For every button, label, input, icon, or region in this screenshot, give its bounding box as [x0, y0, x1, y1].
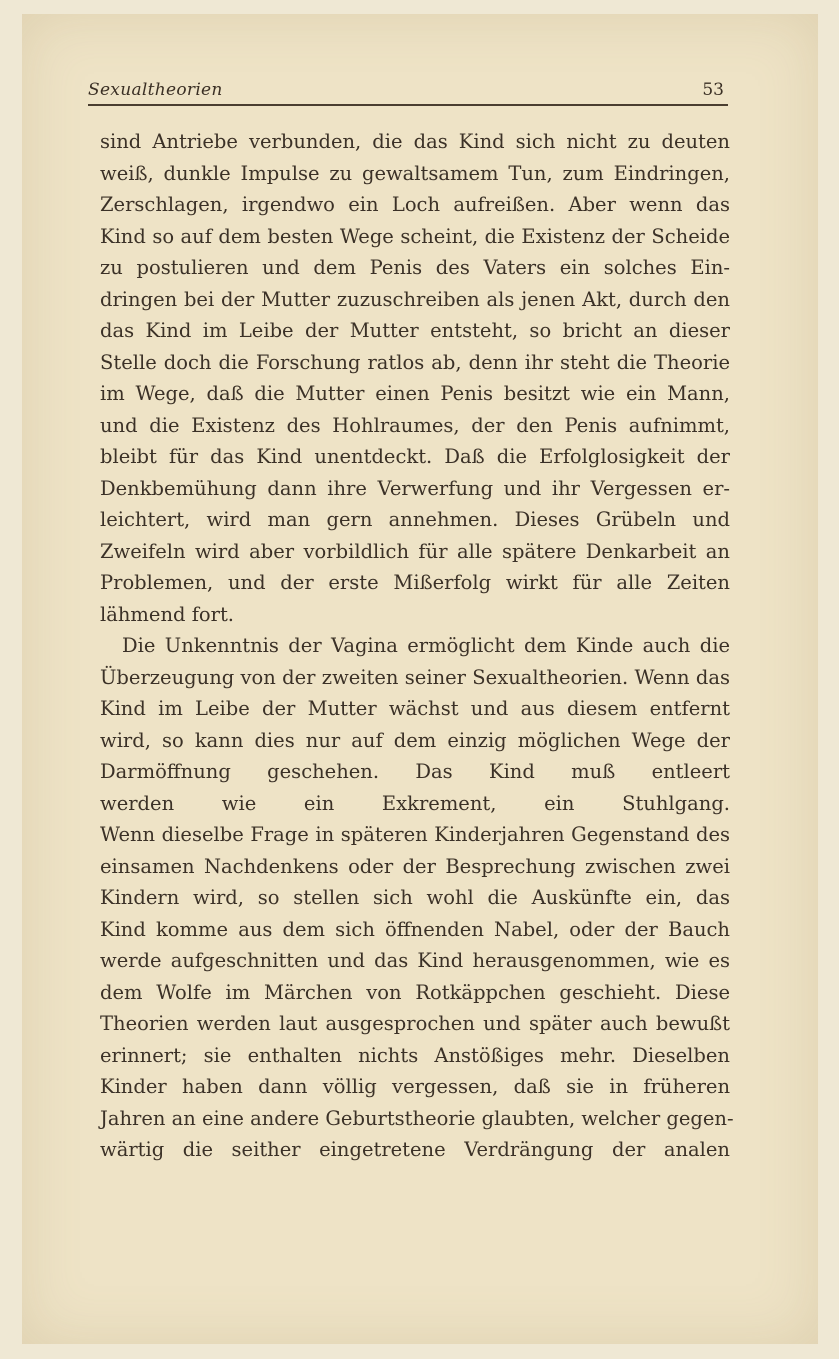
- body-text: [100, 126, 734, 1166]
- text-line: im Wege, daß die Mutter einen Penis besitzt wie ein Mann,: [100, 382, 730, 405]
- text-line: Problemen, und der erste Mißerfolg wirkt für alle Zeiten: [100, 571, 730, 594]
- header-rule: [88, 104, 728, 106]
- text-line: einsamen Nachdenkens oder der Besprechung zwischen zwei: [100, 854, 730, 878]
- text-line: Wenn dieselbe Frage in späteren Kinderjahren Gegenstand des: [100, 823, 730, 846]
- text-line: leichtert, wird man gern annehmen. Dieses Grübeln und: [100, 508, 730, 531]
- text-line: Überzeugung von der zweiten seiner Sexualtheorien. Wenn das: [100, 665, 730, 689]
- text-line: werde aufgeschnitten und das Kind herausgenommen, wie es: [100, 949, 730, 972]
- text-line: dem Wolfe im Märchen von Rotkäppchen geschieht. Diese: [100, 980, 730, 1004]
- text-line: Kind im Leibe der Mutter wächst und aus diesem entfernt: [100, 697, 730, 720]
- text-line: Jahren an eine andere Geburtstheorie glaubten, welcher gegen-: [100, 1106, 734, 1130]
- page-number: 53: [702, 80, 724, 100]
- text-line: werden wie ein Exkrement, ein Stuhlgang.: [100, 791, 730, 815]
- text-line: Denkbemühung dann ihre Verwerfung und ihr Vergessen er-: [100, 476, 730, 500]
- text-line: weiß, dunkle Impulse zu gewaltsamem Tun, zum Eindringen,: [100, 161, 730, 185]
- text-line: Zweifeln wird aber vorbildlich für alle spätere Denkarbeit an: [100, 539, 730, 563]
- running-head: [88, 80, 724, 104]
- text-line: Kind so auf dem besten Wege scheint, die Existenz der Scheide: [100, 224, 730, 248]
- text-line: Theorien werden laut ausgesprochen und später auch bewußt: [100, 1012, 730, 1035]
- text-line: wird, so kann dies nur auf dem einzig möglichen Wege der: [100, 728, 730, 752]
- running-title: Sexualtheorien: [88, 80, 223, 100]
- text-line: bleibt für das Kind unentdeckt. Daß die Erfolglosigkeit der: [100, 445, 730, 468]
- text-line: erinnert; sie enthalten nichts Anstößiges mehr. Dieselben: [100, 1043, 730, 1067]
- text-line: Kind komme aus dem sich öffnenden Nabel, oder der Bauch: [100, 917, 730, 941]
- text-line: das Kind im Leibe der Mutter entsteht, so bricht an dieser: [100, 319, 730, 342]
- text-line: lähmend fort.: [100, 602, 235, 626]
- text-line: Kinder haben dann völlig vergessen, daß sie in früheren: [100, 1075, 730, 1098]
- text-line: Darmöffnung geschehen. Das Kind muß entleert: [100, 760, 730, 783]
- text-line: zu postulieren und dem Penis des Vaters ein solches Ein-: [100, 256, 730, 279]
- text-line: und die Existenz des Hohlraumes, der den Penis aufnimmt,: [100, 413, 730, 437]
- text-line: Zerschlagen, irgendwo ein Loch aufreißen. Aber wenn das: [100, 193, 730, 216]
- text-line: wärtig die seither eingetretene Verdrängung der analen: [100, 1138, 730, 1161]
- text-line: Die Unkenntnis der Vagina ermöglicht dem Kinde auch die: [122, 634, 730, 657]
- text-line: Kindern wird, so stellen sich wohl die Auskünfte ein, das: [100, 886, 730, 909]
- text-line: sind Antriebe verbunden, die das Kind sich nicht zu deuten: [100, 130, 730, 153]
- text-line: dringen bei der Mutter zuzuschreiben als jenen Akt, durch den: [100, 287, 730, 311]
- text-line: Stelle doch die Forschung ratlos ab, denn ihr steht die Theorie: [100, 350, 730, 374]
